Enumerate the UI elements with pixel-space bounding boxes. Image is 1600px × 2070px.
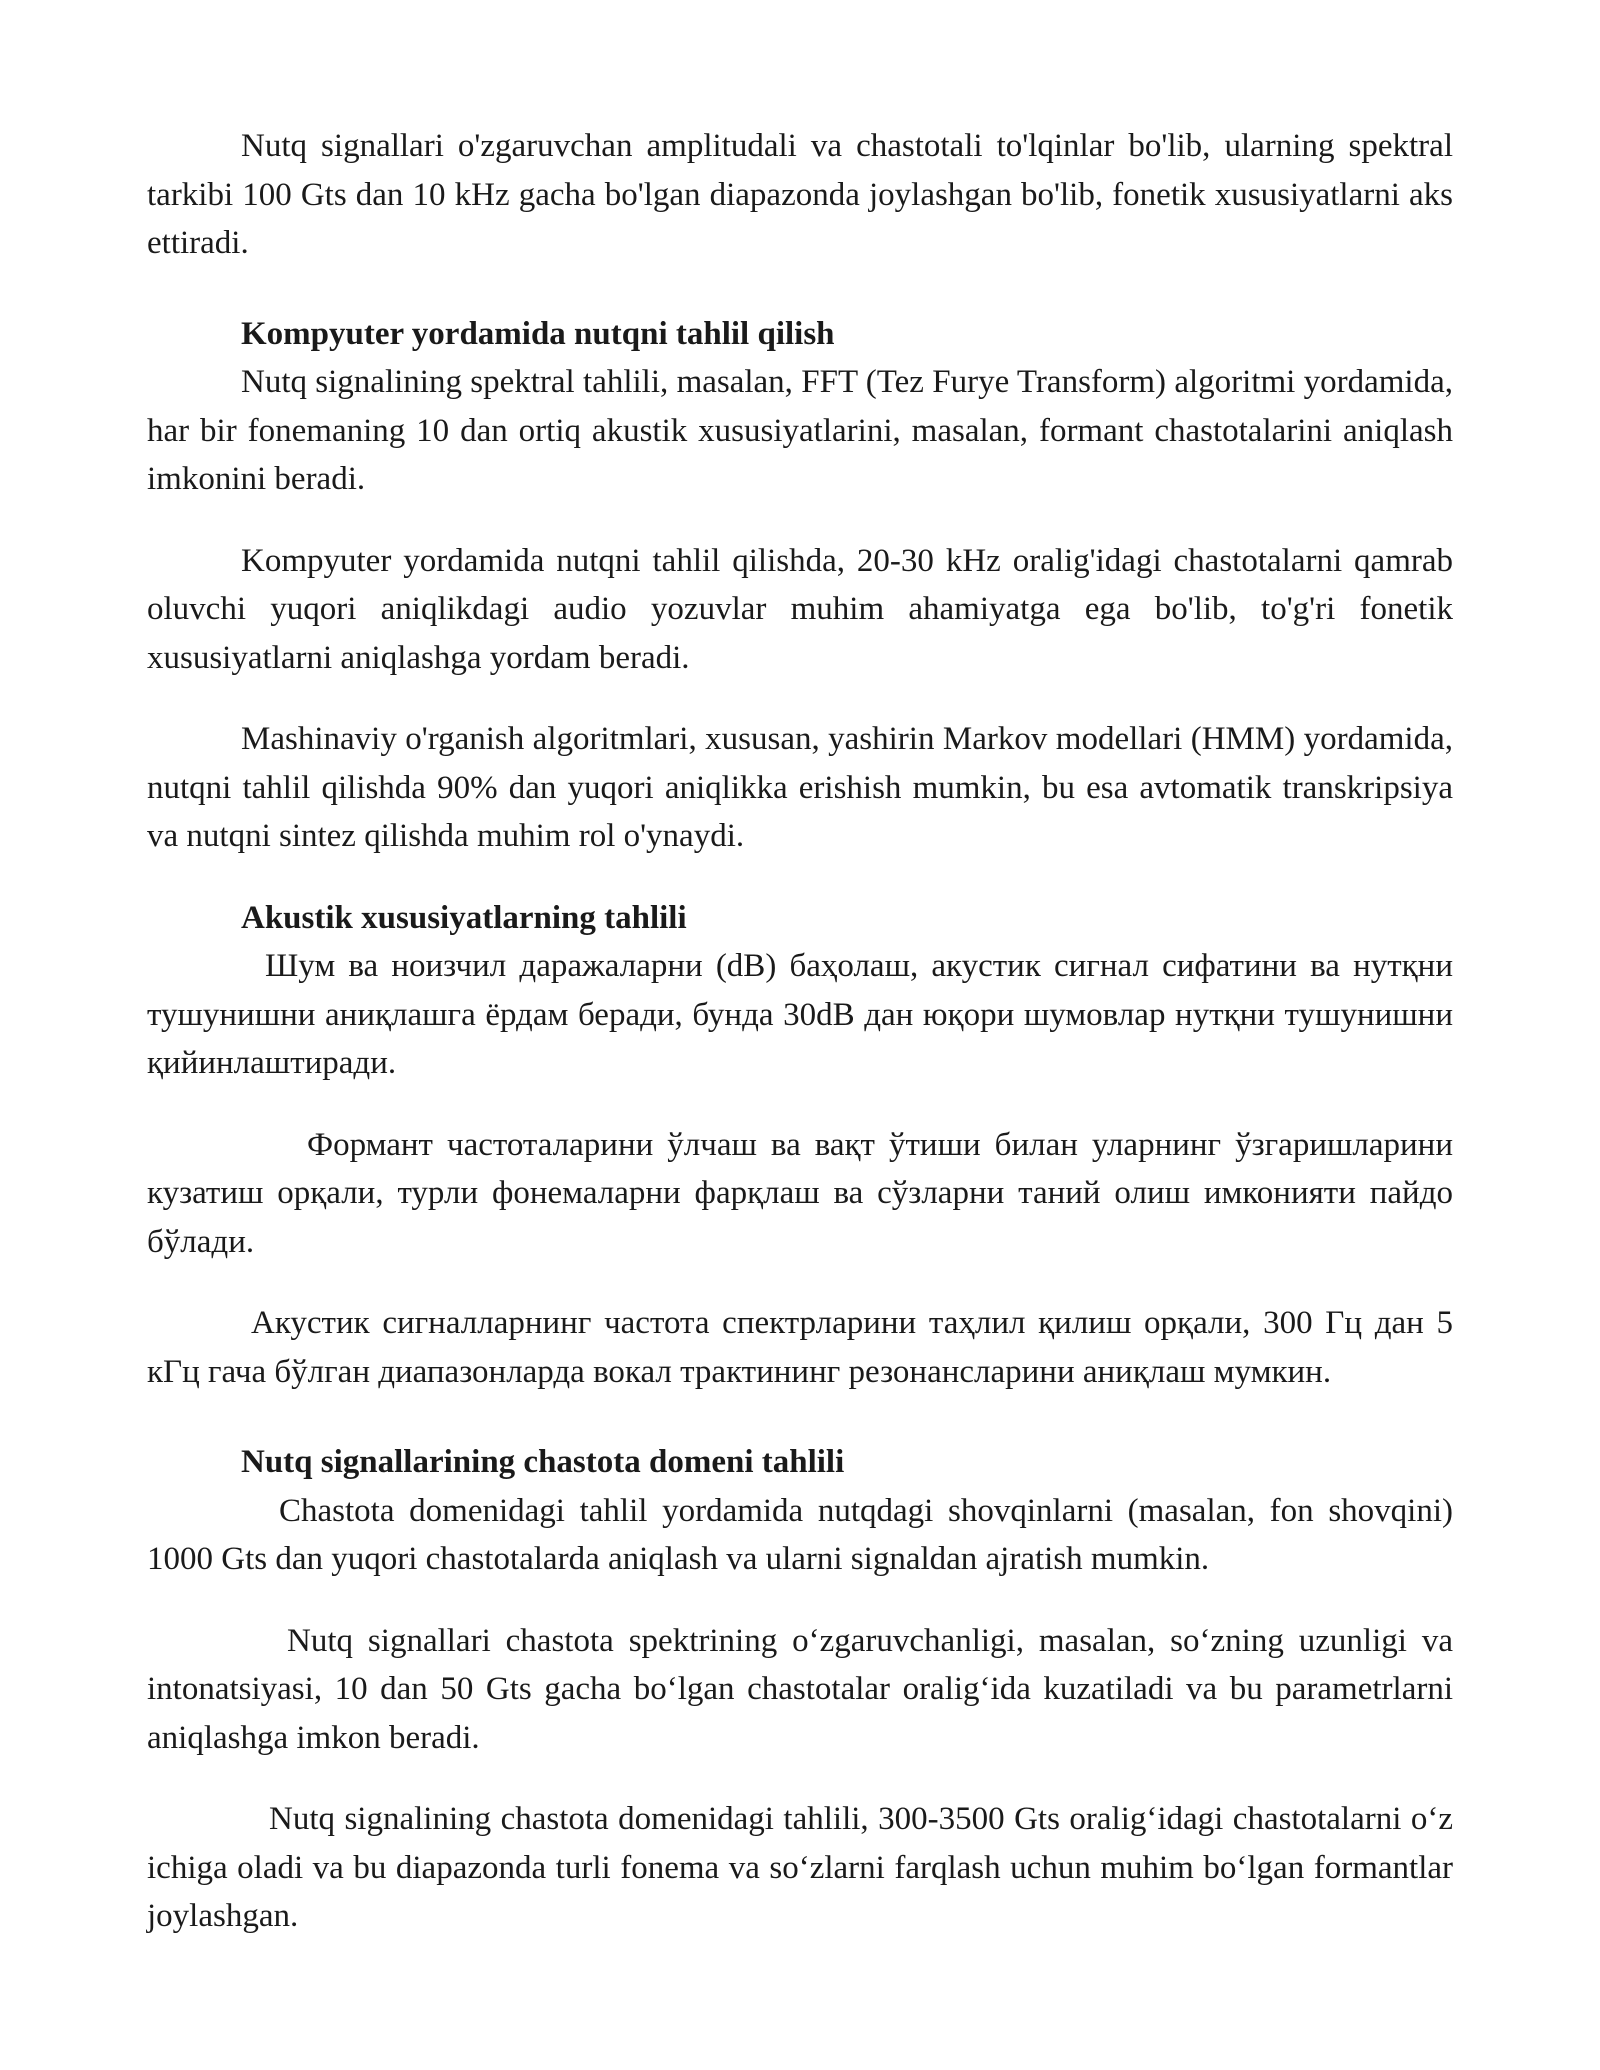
paragraph-spectrum-resonances: Акустик сигналларнинг частота спектрларини таҳлил қилиш орқали, 300 Гц дан 5 кГц гача бўлган диапазонларда вокал трактининг резонансларини аниқлаш мумкин.	[147, 1305, 1453, 1390]
heading-frequency-domain: Nutq signallarining chastota domeni tahlili	[241, 1444, 845, 1480]
paragraph-spectrum-variability: Nutq signallari chastota spektrining oʻzgaruvchanligi, masalan, soʻzning uzunligi va intonatsiyasi, 10 dan 50 Gts gacha boʻlgan chastotalar oraligʻida kuzatiladi va bu parametrlarni aniqlashga imkon beradi.	[147, 1622, 1453, 1756]
paragraph-noise-detection: Chastota domenidagi tahlil yordamida nutqdagi shovqinlarni (masalan, fon shovqini) 1000 Gts dan yuqori chastotalarda aniqlash va ularni signaldan ajratish mumkin.	[147, 1492, 1453, 1577]
paragraph-fft-analysis: Nutq signalining spektral tahlili, masalan, FFT (Tez Furye Transform) algoritmi yordamida, har bir fonemaning 10 dan ortiq akustik xususiyatlarini, masalan, formant chastotalarini aniqlash imkonini beradi.	[147, 364, 1453, 497]
paragraph-frequency-range: Nutq signalining chastota domenidagi tahlili, 300-3500 Gts oraligʻidagi chastotalarni oʻz ichiga oladi va bu diapazonda turli fonema va soʻzlarni farqlash uchun muhim boʻlgan formantlar joylashgan.	[147, 1801, 1453, 1934]
heading-acoustic-properties: Akustik xususiyatlarning tahlili	[241, 899, 687, 936]
paragraph-noise-levels: Шум ва ноизчил даражаларни (dB) баҳолаш, акустик сигнал сифатини ва нутқни тушунишни аниқлашга ёрдам беради, бунда 30dB дан юқори шумовлар нутқни тушунишни қийинлаштиради.	[147, 948, 1453, 1081]
document-page	[147, 122, 1453, 1941]
heading-computer-analysis: Kompyuter yordamida nutqni tahlil qilish	[241, 315, 835, 352]
paragraph-audio-recordings: Kompyuter yordamida nutqni tahlil qilishda, 20-30 kHz oralig'idagi chastotalarni qamrab oluvchi yuqori aniqlikdagi audio yozuvlar muhim ahamiyatga ega bo'lib, to'g'ri fonetik xususiyatlarni aniqlashga yordam beradi.	[147, 542, 1453, 676]
paragraph-formant-frequencies: Формант частоталарини ўлчаш ва вақт ўтиши билан уларнинг ўзгаришларини кузатиш орқали, турли фонемаларни фарқлаш ва сўзларни таний олиш имконияти пайдо бўлади.	[147, 1126, 1453, 1260]
paragraph-signal-overview: Nutq signallari o'zgaruvchan amplitudali va chastotali to'lqinlar bo'lib, ularning spektral tarkibi 100 Gts dan 10 kHz gacha bo'lgan diapazonda joylashgan bo'lib, fonetik xususiyatlarni aks ettiradi.	[147, 128, 1453, 261]
paragraph-machine-learning: Mashinaviy o'rganish algoritmlari, xususan, yashirin Markov modellari (HMM) yordamida, nutqni tahlil qilishda 90% dan yuqori aniqlikka erishish mumkin, bu esa avtomatik transkripsiya va nutqni sintez qilishda muhim rol o'ynaydi.	[147, 721, 1453, 854]
